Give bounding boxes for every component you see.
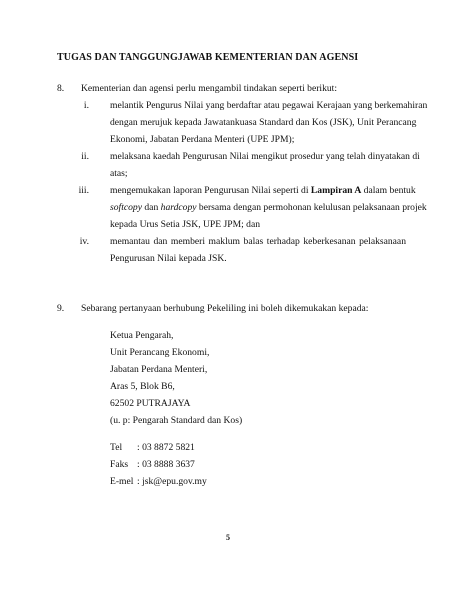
contact-fax	[110, 459, 195, 471]
email-value[interactable]: : jsk@epu.gov.my	[137, 476, 207, 487]
paragraph-8-intro: Kementerian dan agensi perlu mengambil tindakan seperti berikut:	[81, 83, 338, 94]
list-item-iii-text-b: dalam bentuk	[361, 185, 416, 196]
list-item-ii-line-2: atas;	[110, 168, 128, 179]
address-line-5: 62502 PUTRAJAYA	[110, 398, 191, 409]
fax-label: Faks	[110, 459, 129, 470]
list-item-i-line-2: dengan merujuk kepada Jawatankuasa Standard dan Kos (JSK), Unit Perancang	[110, 117, 417, 128]
lampiran-a-reference: Lampiran A	[310, 185, 362, 196]
list-item-iii-line-3: kepada Urus Setia JSK, UPE JPM; dan	[110, 219, 261, 230]
fax-value: : 03 8888 3637	[137, 459, 195, 470]
list-item-iii-line-2	[110, 202, 427, 214]
list-marker-iv: iv.	[79, 236, 89, 247]
paragraph-9-intro: Sebarang pertanyaan berhubung Pekeliling ini boleh dikemukakan kepada:	[81, 303, 369, 314]
telephone-value: : 03 8872 5821	[137, 442, 195, 453]
list-item-ii-line-1: melaksana kaedah Pengurusan Nilai mengikut prosedur yang telah dinyatakan di	[110, 151, 420, 162]
list-marker-i: i.	[83, 100, 89, 111]
paragraph-number-8: 8.	[57, 83, 65, 94]
email-label: E-mel	[110, 476, 134, 487]
softcopy-term: softcopy	[110, 202, 142, 213]
section-heading: TUGAS DAN TANGGUNGJAWAB KEMENTERIAN DAN AGENSI	[57, 52, 359, 63]
address-line-3: Jabatan Perdana Menteri,	[110, 364, 208, 375]
list-item-i-line-3: Ekonomi, Jabatan Perdana Menteri (UPE JPM);	[110, 134, 295, 145]
address-line-1: Ketua Pengarah,	[110, 330, 174, 341]
list-marker-iii: iii.	[78, 185, 89, 196]
address-line-2: Unit Perancang Ekonomi,	[110, 347, 210, 358]
list-item-iii-text-a: mengemukakan laporan Pengurusan Nilai seperti di	[110, 185, 311, 196]
list-item-iv-line-1: memantau dan memberi maklum balas terhadap keberkesanan pelaksanaan	[110, 236, 406, 247]
list-item-iv-line-2: Pengurusan Nilai kepada JSK.	[110, 253, 227, 264]
list-item-iii-text-d: bersama dengan permohonan kelulusan pelaksanaan projek	[196, 202, 427, 213]
hardcopy-term: hardcopy	[160, 202, 197, 213]
contact-telephone	[110, 442, 195, 454]
list-item-iii-text-c: dan	[141, 202, 161, 213]
page-number: 5	[226, 533, 230, 542]
telephone-label: Tel	[110, 442, 123, 453]
address-line-4: Aras 5, Blok B6,	[110, 381, 175, 392]
list-item-iii-line-1	[110, 185, 416, 197]
address-line-6: (u. p: Pengarah Standard dan Kos)	[110, 415, 243, 426]
paragraph-number-9: 9.	[57, 303, 65, 314]
contact-email	[110, 476, 207, 488]
list-marker-ii: ii.	[81, 151, 89, 162]
list-item-i-line-1: melantik Pengurus Nilai yang berdaftar atau pegawai Kerajaan yang berkemahiran	[110, 100, 428, 111]
